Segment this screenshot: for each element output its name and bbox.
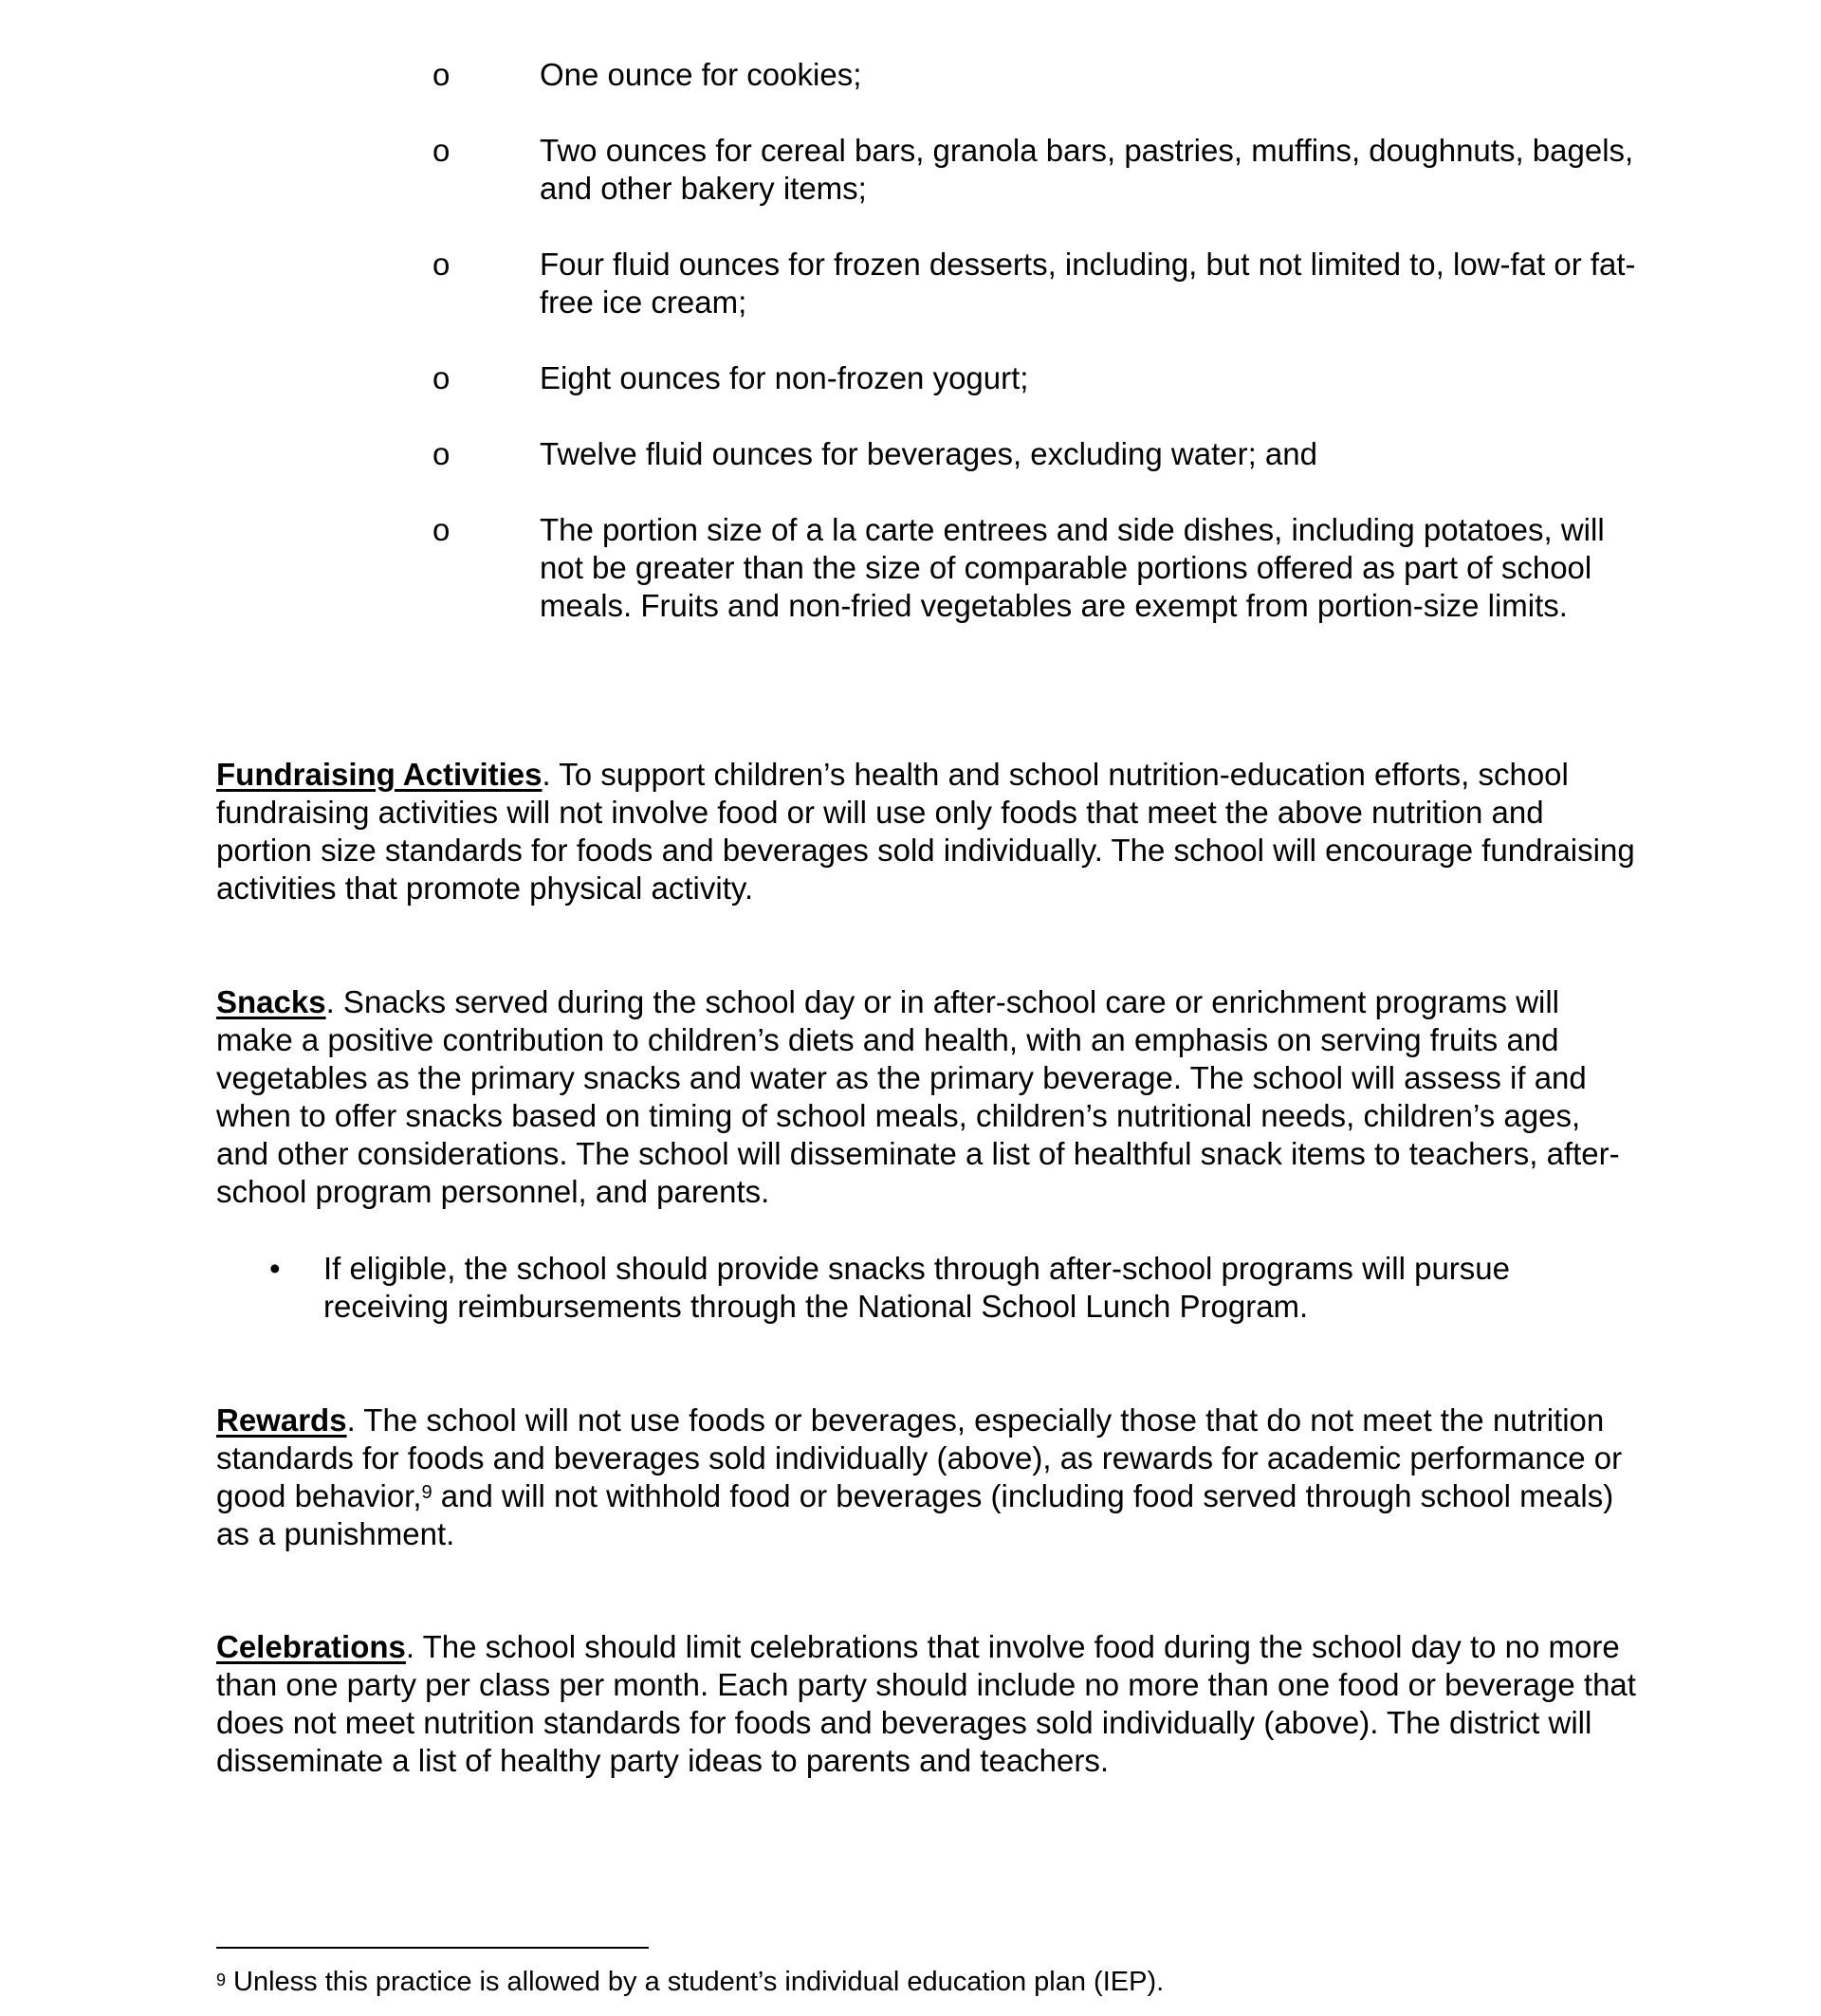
list-item-text: One ounce for cookies; <box>540 57 862 92</box>
list-marker: o <box>432 360 451 395</box>
fundraising-paragraph <box>216 756 1639 907</box>
rewards-paragraph <box>216 1402 1639 1553</box>
list-item-text: Eight ounces for non-frozen yogurt; <box>540 360 1029 395</box>
footnote-text: Unless this practice is allowed by a student’s individual education plan (IEP). <box>233 1967 1165 1997</box>
snacks-body: . Snacks served during the school day or in after-school care or enrichment programs will make a positive contribution to children’s diets and health, with an emphasis on serving fruits and vegetables as the primary snacks and water as the primary beverage. The school will assess if and when to offer snacks based on timing of school meals, children’s nutritional needs, children’s ages, and other considerations. The school will disseminate a list of healthful snack items to teachers, after-school program personnel, and parents. <box>216 984 1620 1209</box>
bullet-text: If eligible, the school should provide snacks through after-school programs will pursue receiving reimbursements through the National School Lunch Program. <box>323 1251 1510 1324</box>
celebrations-paragraph <box>216 1628 1639 1780</box>
list-marker: o <box>432 133 451 168</box>
rewards-heading: Rewards <box>216 1402 347 1438</box>
list-item-text: Two ounces for cereal bars, granola bars, pastries, muffins, doughnuts, bagels, and other bakery items; <box>540 133 1634 206</box>
list-marker: o <box>432 247 451 282</box>
snacks-paragraph <box>216 983 1639 1211</box>
list-item-text: Four fluid ounces for frozen desserts, including, but not limited to, low-fat or fat-free ice cream; <box>540 247 1636 320</box>
rewards-body-start: . The school will not use foods or beverages, especially those that do not meet the nutrition standards for foods and beverages sold individually (above), as rewards for academic performance or good behavior, <box>216 1402 1623 1513</box>
footnote <box>216 1965 1164 1999</box>
fundraising-heading: Fundraising Activities <box>216 757 543 792</box>
footnote-divider <box>216 1947 649 1949</box>
list-marker: o <box>432 512 451 547</box>
list-item-text: Twelve fluid ounces for beverages, excluding water; and <box>540 436 1317 471</box>
celebrations-body: . The school should limit celebrations that involve food during the school day to no more than one party per class per month. Each party should include no more than one food or beverage that does not meet nutrition standards for foods and beverages sold individually (above). The district will disseminate a list of healthy party ideas to parents and teachers. <box>216 1629 1636 1778</box>
celebrations-heading: Celebrations <box>216 1629 406 1664</box>
footnote-mark: 9 <box>216 1970 227 1989</box>
rewards-body-end: and will not withhold food or beverages (including food served through school meals) as a punishment. <box>216 1478 1614 1551</box>
fundraising-body: . To support children’s health and school nutrition-education efforts, school fundraising activities will not involve food or will use only foods that meet the above nutrition and portion size standards for foods and beverages sold individually. The school will encourage fundraising activities that promote physical activity. <box>216 757 1635 906</box>
list-marker: o <box>432 57 451 92</box>
snacks-heading: Snacks <box>216 984 326 1019</box>
list-item-text: The portion size of a la carte entrees and side dishes, including potatoes, will not be greater than the size of comparable portions offered as part of school meals. Fruits and non-fried vegetables are exempt from portion-size limits. <box>540 512 1605 623</box>
footnote-reference[interactable]: 9 <box>421 1482 432 1503</box>
bullet-marker: • <box>269 1251 281 1286</box>
list-marker: o <box>432 436 451 471</box>
